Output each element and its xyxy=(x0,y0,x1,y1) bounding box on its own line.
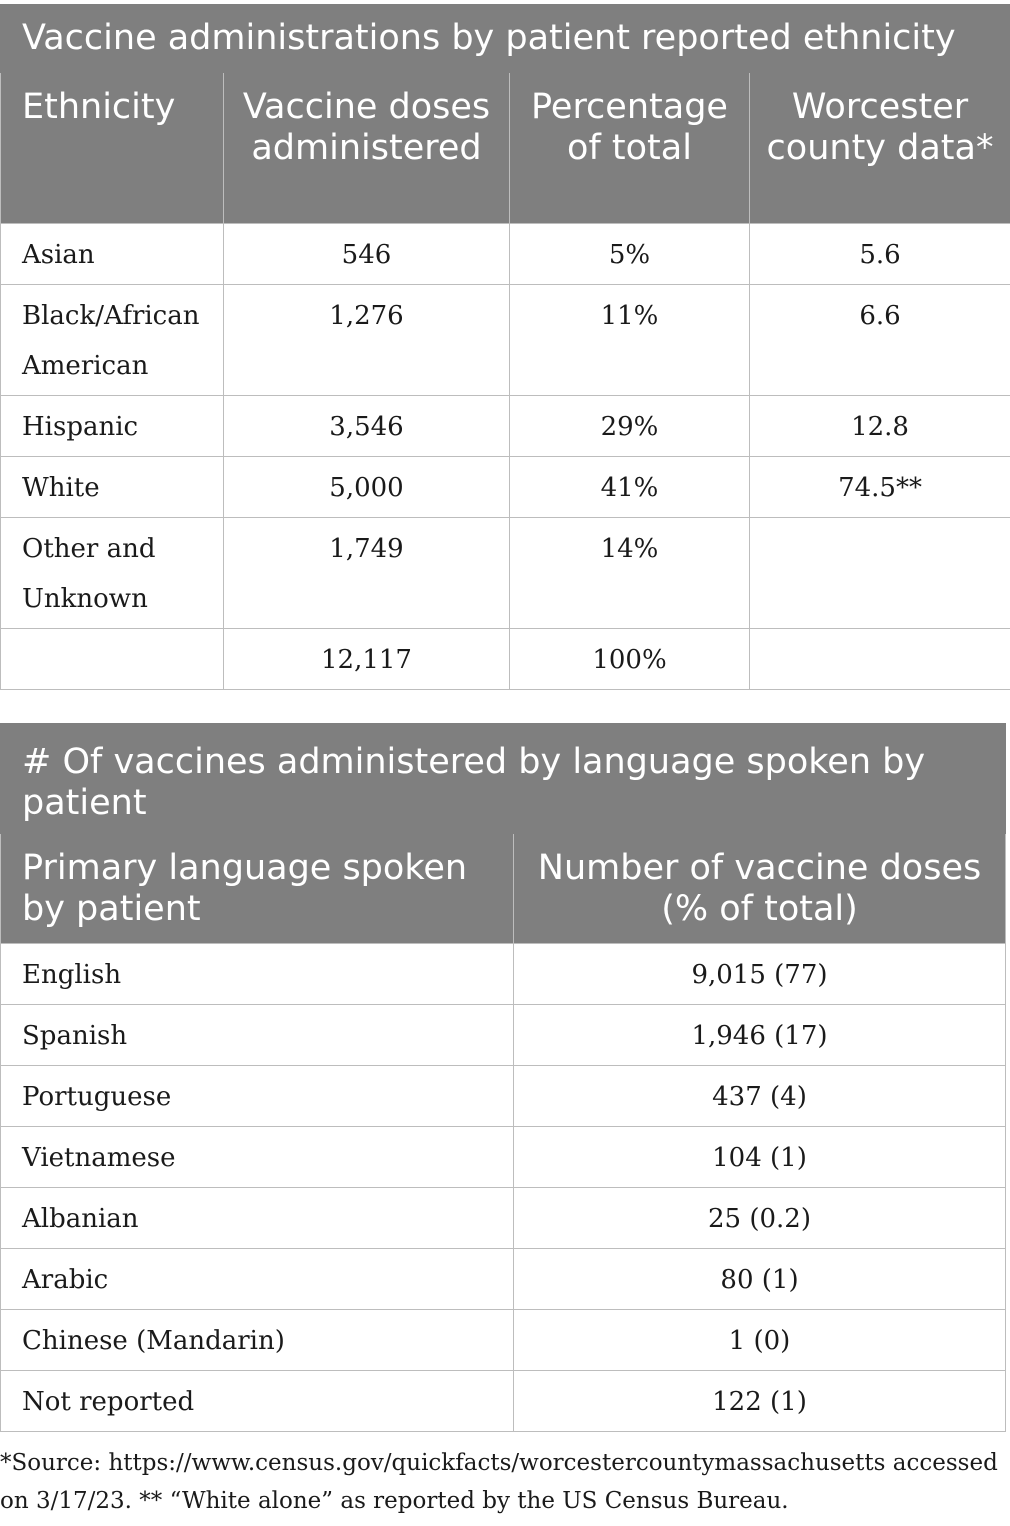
header-county-data: Worcester county data* xyxy=(750,73,1010,224)
cell-county: 74.5** xyxy=(750,457,1010,518)
table-row xyxy=(1,1127,1006,1188)
cell-county: 5.6 xyxy=(750,224,1010,285)
cell-language: Arabic xyxy=(1,1249,514,1310)
cell-doses: 5,000 xyxy=(224,457,510,518)
cell-doses: 1,946 (17) xyxy=(514,1005,1006,1066)
cell-ethnicity: Other and Unknown xyxy=(1,518,224,629)
cell-language: Chinese (Mandarin) xyxy=(1,1310,514,1371)
cell-ethnicity: Asian xyxy=(1,224,224,285)
table-row xyxy=(1,457,1010,518)
cell-doses: 1,276 xyxy=(224,285,510,396)
cell-language: Not reported xyxy=(1,1371,514,1432)
language-table-title: # Of vaccines administered by language spoken by patient xyxy=(1,724,1006,834)
table-row xyxy=(1,396,1010,457)
cell-percent: 29% xyxy=(510,396,750,457)
ethnicity-table xyxy=(0,4,1010,690)
cell-ethnicity xyxy=(1,629,224,690)
language-table-header-row xyxy=(1,834,1006,944)
table-row xyxy=(1,1371,1006,1432)
cell-doses: 1 (0) xyxy=(514,1310,1006,1371)
table-row xyxy=(1,518,1010,629)
cell-percent: 14% xyxy=(510,518,750,629)
cell-ethnicity: Hispanic xyxy=(1,396,224,457)
table-row xyxy=(1,285,1010,396)
table-row xyxy=(1,1249,1006,1310)
cell-doses: 122 (1) xyxy=(514,1371,1006,1432)
cell-doses: 437 (4) xyxy=(514,1066,1006,1127)
cell-county: 12.8 xyxy=(750,396,1010,457)
cell-doses: 80 (1) xyxy=(514,1249,1006,1310)
cell-county xyxy=(750,518,1010,629)
table-row xyxy=(1,1310,1006,1371)
cell-county: 6.6 xyxy=(750,285,1010,396)
cell-percent: 11% xyxy=(510,285,750,396)
ethnicity-table-title: Vaccine administrations by patient reported ethnicity xyxy=(1,5,1010,73)
header-vaccine-doses: Vaccine doses administered xyxy=(224,73,510,224)
cell-language: Spanish xyxy=(1,1005,514,1066)
ethnicity-table-caption-row xyxy=(1,5,1010,73)
table-row-total xyxy=(1,629,1010,690)
cell-language: English xyxy=(1,944,514,1005)
ethnicity-table-header-row xyxy=(1,73,1010,224)
cell-language: Albanian xyxy=(1,1188,514,1249)
cell-doses: 1,749 xyxy=(224,518,510,629)
cell-doses: 546 xyxy=(224,224,510,285)
cell-language: Portuguese xyxy=(1,1066,514,1127)
source-footnote: *Source: https://www.census.gov/quickfacts/worcestercountymassachusetts accessed on 3/17/23. ** “White alone” as reported by the US Census Bureau. xyxy=(0,1450,998,1514)
header-ethnicity: Ethnicity xyxy=(1,73,224,224)
header-language: Primary language spoken by patient xyxy=(1,834,514,944)
table-row xyxy=(1,1188,1006,1249)
cell-doses-total: 12,117 xyxy=(224,629,510,690)
language-table-caption-row xyxy=(1,724,1006,834)
cell-percent-total: 100% xyxy=(510,629,750,690)
cell-ethnicity: White xyxy=(1,457,224,518)
cell-doses: 9,015 (77) xyxy=(514,944,1006,1005)
table-row xyxy=(1,1005,1006,1066)
cell-county xyxy=(750,629,1010,690)
table-row xyxy=(1,944,1006,1005)
header-doses-percent: Number of vaccine doses (% of total) xyxy=(514,834,1006,944)
cell-percent: 41% xyxy=(510,457,750,518)
table-row xyxy=(1,224,1010,285)
cell-percent: 5% xyxy=(510,224,750,285)
cell-language: Vietnamese xyxy=(1,1127,514,1188)
cell-doses: 3,546 xyxy=(224,396,510,457)
language-table xyxy=(0,723,1006,1432)
cell-doses: 104 (1) xyxy=(514,1127,1006,1188)
table-row xyxy=(1,1066,1006,1127)
header-percentage: Percentage of total xyxy=(510,73,750,224)
cell-doses: 25 (0.2) xyxy=(514,1188,1006,1249)
cell-ethnicity: Black/African American xyxy=(1,285,224,396)
